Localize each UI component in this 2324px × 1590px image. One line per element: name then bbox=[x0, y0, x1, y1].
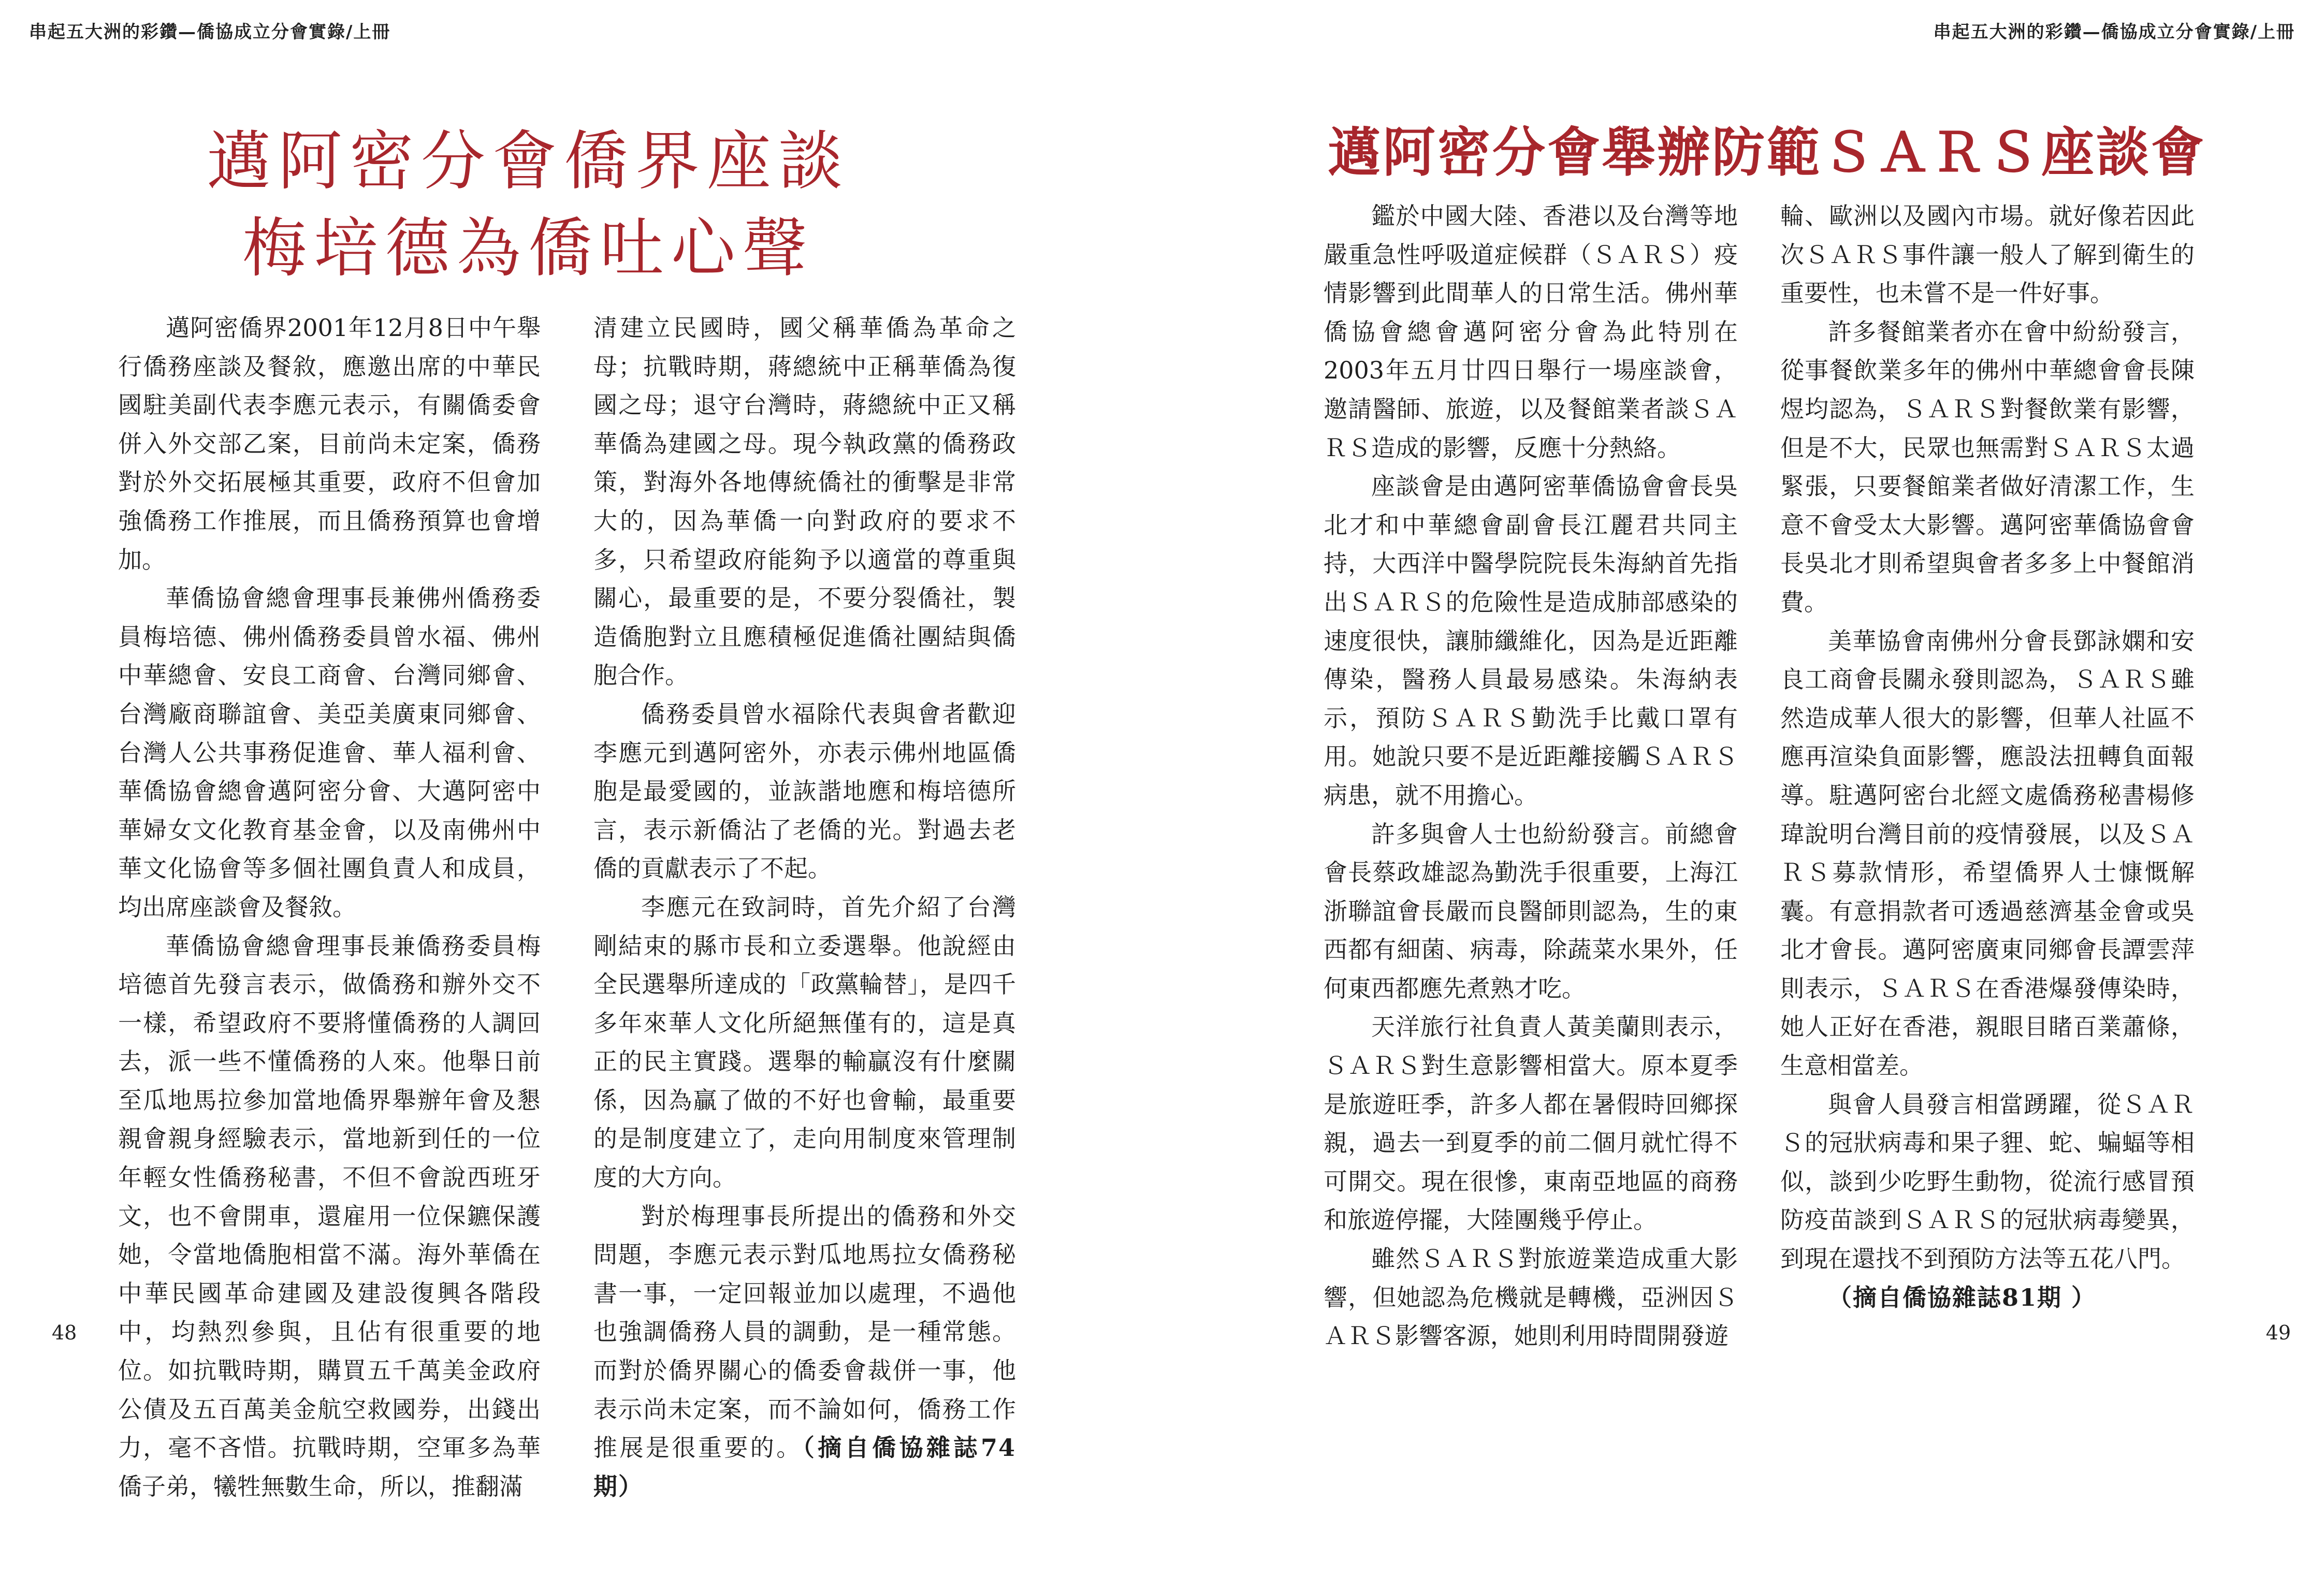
paragraph: 許多餐館業者亦在會中紛紛發言，從事餐飲業多年的佛州中華總會會長陳煜均認為，ＳＡＲＳ對餐飲業有影響，但是不大，民眾也無需對ＳＡＲＳ太過緊張，只要餐館業者做好清潔工作，生意不會受太大影響。邁阿密華僑協會會長吳北才則希望與會者多多上中餐館消費。 bbox=[1780, 317, 2195, 616]
paragraph-text: 對於梅理事長所提出的僑務和外交問題，李應元表示對瓜地馬拉女僑務秘書一事，一定回報並加以處理，不過他也強調僑務人員的調動，是一種常態。而對於僑界關心的僑委會裁併一事，他表示尚未定案，而不論如何，僑務工作推展是很重要的。 bbox=[593, 1202, 1016, 1462]
paragraph: 華僑協會總會理事長兼僑務委員梅培德首先發言表示，做僑務和辦外交不一樣，希望政府不要將懂僑務的人調回去，派一些不懂僑務的人來。他舉日前至瓜地馬拉參加當地僑界舉辦年會及懇親會親身經驗表示，當地新到任的一位年輕女性僑務秘書，不但不會說西班牙文，也不會開車，還雇用一位保鑣保護她，令當地僑胞相當不滿。海外華僑在中華民國革命建國及建設復興各階段中，均熱烈參與，且佔有很重要的地位。如抗戰時期，購買五千萬美金政府公債及五百萬美金航空救國券，出錢出力，毫不吝惜。抗戰時期，空軍多為華僑子弟，犧牲無數生命，所以，推翻滿 bbox=[118, 931, 541, 1500]
paragraph: 座談會是由邁阿密華僑協會會長吳北才和中華總會副會長江麗君共同主持，大西洋中醫學院院長朱海納首先指出ＳＡＲＳ的危險性是造成肺部感染的速度很快，讓肺纖維化，因為是近距離傳染，醫務人員最易感染。朱海納表示，預防ＳＡＲＳ勤洗手比戴口罩有用。她說只要不是近距離接觸ＳＡＲＳ病患，就不用擔心。 bbox=[1324, 472, 1738, 809]
text-column-2 bbox=[593, 309, 1016, 1506]
paragraph: 華僑協會總會理事長兼佛州僑務委員梅培德、佛州僑務委員曾水福、佛州中華總會、安良工商會、台灣同鄉會、台灣廠商聯誼會、美亞美廣東同鄉會、台灣人公共事務促進會、華人福利會、華僑協會總會邁阿密分會、大邁阿密中華婦女文化教育基金會，以及南佛州中華文化協會等多個社團負責人和成員，均出席座談會及餐敘。 bbox=[118, 584, 541, 921]
paragraph: 輪、歐洲以及國內市場。就好像若因此次ＳＡＲＳ事件讓一般人了解到衛生的重要性，也未嘗不是一件好事。 bbox=[1780, 202, 2195, 308]
paragraph: 天洋旅行社負責人黃美蘭則表示，ＳＡＲＳ對生意影響相當大。原本夏季是旅遊旺季，許多人都在暑假時回鄉探親，過去一到夏季的前二個月就忙得不可開交。現在很慘，東南亞地區的商務和旅遊停擺，大陸團幾乎停止。 bbox=[1324, 1013, 1738, 1234]
article-title: 邁阿密分會舉辦防範ＳＡＲＳ座談會 bbox=[1328, 122, 2206, 184]
paragraph bbox=[593, 1197, 1016, 1506]
paragraph: 許多與會人士也紛紛發言。前總會會長蔡政雄認為勤洗手很重要，上海江浙聯誼會長嚴而良醫師則認為，生的東西都有細菌、病毒，除蔬菜水果外，任何東西都應先煮熟才吃。 bbox=[1324, 820, 1738, 1002]
paragraph: 雖然ＳＡＲＳ對旅遊業造成重大影響，但她認為危機就是轉機，亞洲因ＳＡＲＳ影響客源，她則利用時間開發遊 bbox=[1324, 1245, 1738, 1350]
title-line-1: 邁阿密分會僑界座談 bbox=[206, 124, 850, 199]
paragraph: 僑務委員曾水福除代表與會者歡迎李應元到邁阿密外，亦表示佛州地區僑胞是最愛國的，並詼諧地應和梅培德所言，表示新僑沾了老僑的光。對過去老僑的貢獻表示了不起。 bbox=[593, 699, 1016, 883]
paragraph: 鑑於中國大陸、香港以及台灣等地嚴重急性呼吸道症候群（ＳＡＲＳ）疫情影響到此間華人的日常生活。佛州華僑協會總會邁阿密分會為此特別在2003年五月廿四日舉行一場座談會，邀請醫師、旅遊，以及餐館業者談ＳＡＲＳ造成的影響，反應十分熱絡。 bbox=[1324, 202, 1738, 462]
paragraph: 清建立民國時，國父稱華僑為革命之母；抗戰時期，蔣總統中正稱華僑為復國之母；退守台灣時，蔣總統中正又稱華僑為建國之母。現今執政黨的僑務政策，對海外各地傳統僑社的衝擊是非常大的，因為華僑一向對政府的要求不多，只希望政府能夠予以適當的尊重與關心，最重要的是，不要分裂僑社，製造僑胞對立且應積極促進僑社團結與僑胞合作。 bbox=[593, 314, 1016, 690]
paragraph: 李應元在致詞時，首先介紹了台灣剛結束的縣市長和立委選舉。他說經由全民選舉所達成的「政黨輪替」，是四千多年來華人文化所絕無僅有的，這是真正的民主實踐。選舉的輸贏沒有什麼關係，因為贏了做的不好也會輸，最重要的是制度建立了，走向用制度來管理制度的大方向。 bbox=[593, 893, 1016, 1192]
page-number: 48 bbox=[52, 1321, 77, 1344]
title-line-2: 梅培德為僑吐心聲 bbox=[242, 211, 814, 286]
text-column-2 bbox=[1780, 197, 2195, 1317]
paragraph: 美華協會南佛州分會長鄧詠嫻和安良工商會長關永發則認為，ＳＡＲＳ雖然造成華人很大的影響，但華人社區不應再渲染負面影響，應設法扭轉負面報導。駐邁阿密台北經文處僑務秘書楊修瑋說明台灣目前的疫情發展，以及ＳＡＲＳ募款情形，希望僑界人士慷慨解囊。有意捐款者可透過慈濟基金會或吳北才會長。邁阿密廣東同鄉會長譚雲萍則表示，ＳＡＲＳ在香港爆發傳染時，她人正好在香港，親眼目睹百業蕭條，生意相當差。 bbox=[1780, 626, 2195, 1080]
source-note: （摘自僑協雜誌74期） bbox=[593, 1434, 1016, 1500]
article-title bbox=[104, 118, 953, 292]
page-number: 49 bbox=[2265, 1321, 2291, 1344]
source-note: （摘自僑協雜誌81期 ） bbox=[1828, 1283, 2097, 1311]
paragraph: 與會人員發言相當踴躍，從ＳＡＲＳ的冠狀病毒和果子貍、蛇、蝙蝠等相似，談到少吃野生動物，從流行感冒預防疫苗談到ＳＡＲＳ的冠狀病毒變異，到現在還找不到預防方法等五花八門。 bbox=[1780, 1090, 2195, 1273]
running-head: 串起五大洲的彩鑽—僑協成立分會實錄/上冊 bbox=[29, 22, 391, 42]
running-head: 串起五大洲的彩鑽—僑協成立分會實錄/上冊 bbox=[1933, 22, 2295, 42]
paragraph: 邁阿密僑界2001年12月8日中午舉行僑務座談及餐敘，應邀出席的中華民國駐美副代表李應元表示，有關僑委會併入外交部乙案，目前尚未定案，僑務對於外交拓展極其重要，政府不但會加強僑務工作推展，而且僑務預算也會增加。 bbox=[118, 314, 541, 574]
text-column-1 bbox=[118, 309, 541, 1506]
text-column-1 bbox=[1324, 197, 1738, 1355]
right-page bbox=[1162, 0, 2324, 1590]
